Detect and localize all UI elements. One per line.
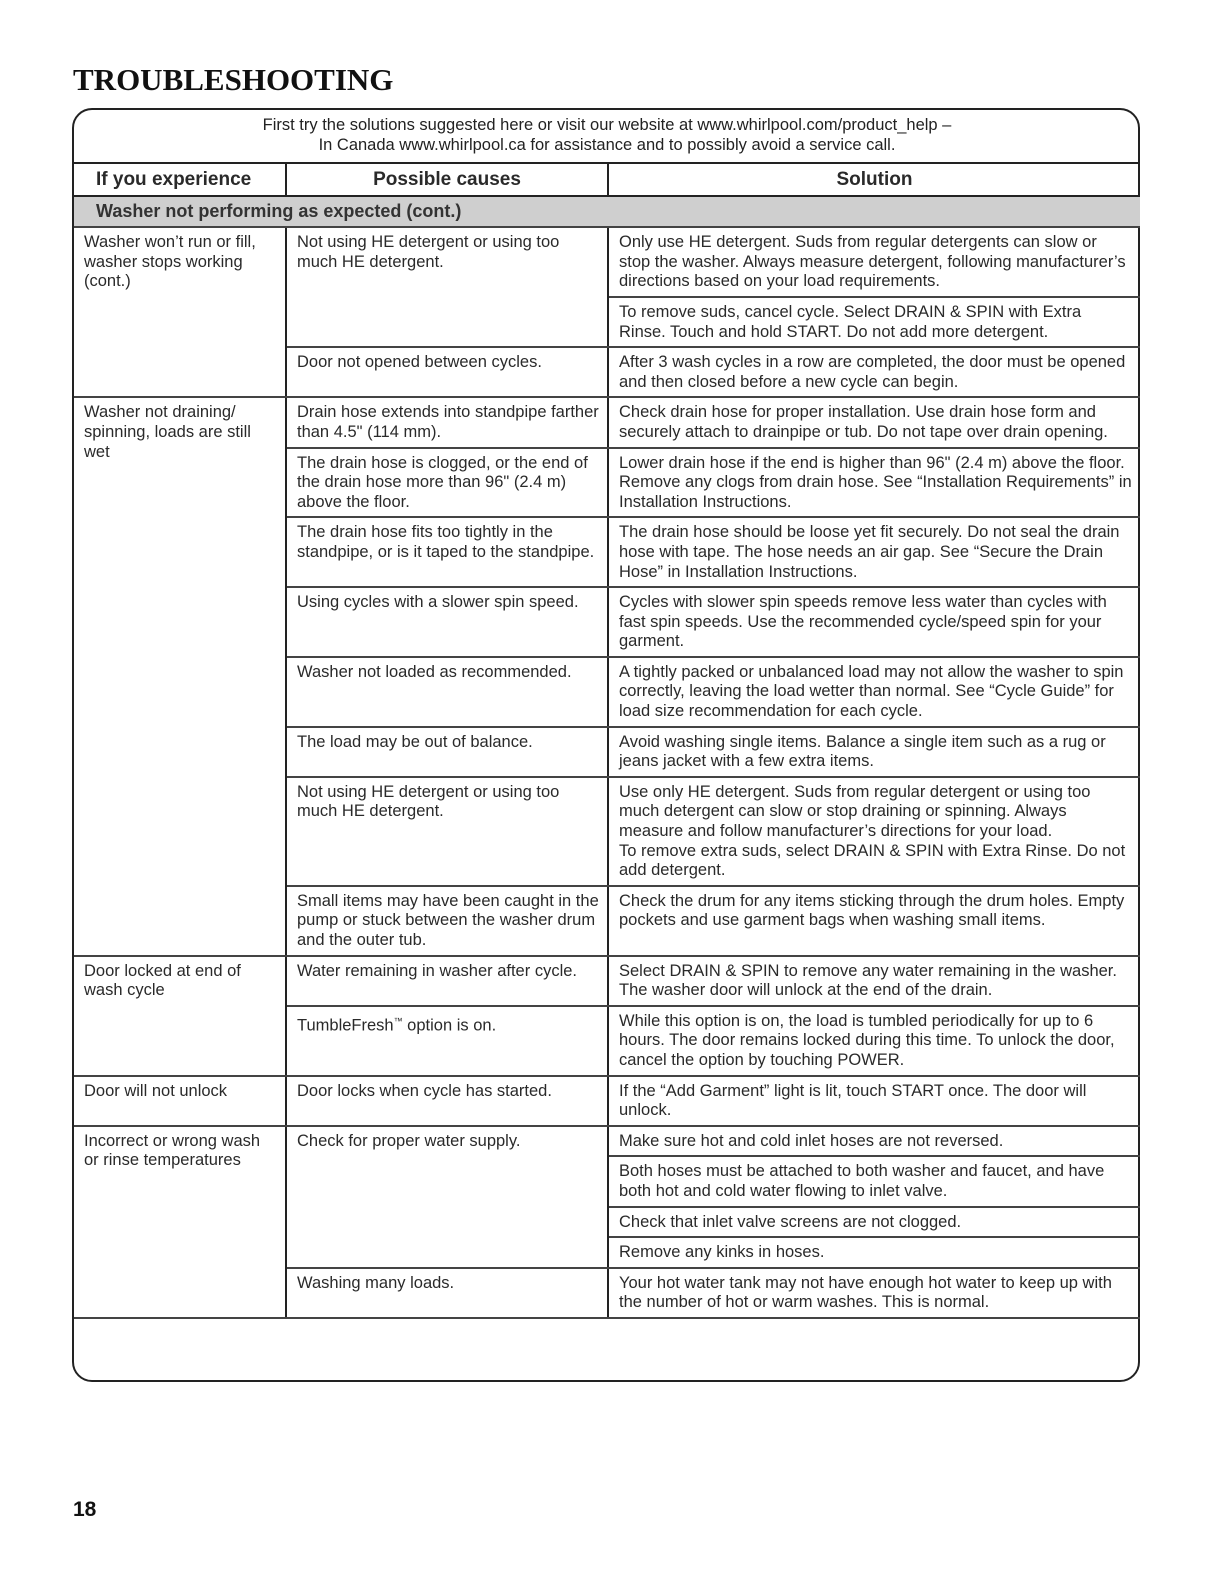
cause-cell: Not using HE detergent or using too much HE detergent. <box>286 777 608 886</box>
cause-cell: Not using HE detergent or using too much HE detergent. <box>286 227 608 347</box>
page-number: 18 <box>73 1498 97 1521</box>
section-label: Washer not performing as expected (cont.) <box>74 196 1140 228</box>
solution-cell: The drain hose should be loose yet fit securely. Do not seal the drain hose with tape. The hose needs an air gap. See “Secure the Drain Hose” in Installation Instructions. <box>608 517 1140 587</box>
tumblefresh-text: option is on. <box>402 1016 497 1035</box>
solution-cell: Cycles with slower spin speeds remove less water than cycles with fast spin speeds. Use the recommended cycle/speed spin for your garment. <box>608 587 1140 657</box>
solution-paragraph: To remove extra suds, select DRAIN & SPIN with Extra Rinse. Do not add detergent. <box>619 841 1126 880</box>
solution-cell <box>608 777 1140 886</box>
solution-paragraph: Use only HE detergent. Suds from regular detergent or using too much detergent can slow or stop draining or spinning. Always measure and follow manufacturer’s directions for your load. <box>619 782 1091 841</box>
intro-line: First try the solutions suggested here or visit our website at www.whirlpool.com/product_help – <box>262 116 952 134</box>
symptom-cell: Door locked at end of wash cycle <box>74 956 286 1076</box>
solution-cell: Both hoses must be attached to both washer and faucet, and have both hot and cold water flowing to inlet valve. <box>608 1156 1140 1206</box>
symptom-cell: Door will not unlock <box>74 1076 286 1126</box>
solution-cell: Check the drum for any items sticking through the drum holes. Empty pockets and use garment bags when washing small items. <box>608 886 1140 956</box>
solution-cell: Lower drain hose if the end is higher than 96" (2.4 m) above the floor. Remove any clogs from drain hose. See “Installation Requirements” in Installation Instructions. <box>608 448 1140 518</box>
solution-cell: Make sure hot and cold inlet hoses are not reversed. <box>608 1126 1140 1157</box>
cause-cell: Door locks when cycle has started. <box>286 1076 608 1126</box>
troubleshooting-table <box>74 162 1140 1319</box>
section-row <box>74 196 1140 228</box>
cause-cell: Washer not loaded as recommended. <box>286 657 608 727</box>
solution-cell: Avoid washing single items. Balance a single item such as a rug or jeans jacket with a few extra items. <box>608 727 1140 777</box>
solution-cell: After 3 wash cycles in a row are completed, the door must be opened and then closed before a new cycle can begin. <box>608 347 1140 397</box>
solution-cell: Select DRAIN & SPIN to remove any water remaining in the washer. The washer door will unlock at the end of the drain. <box>608 956 1140 1006</box>
cause-cell: Door not opened between cycles. <box>286 347 608 397</box>
solution-cell: Remove any kinks in hoses. <box>608 1237 1140 1268</box>
solution-cell: A tightly packed or unbalanced load may not allow the washer to spin correctly, leaving the load wetter than normal. See “Cycle Guide” for load size recommendation for each cycle. <box>608 657 1140 727</box>
table-row <box>74 1076 1140 1126</box>
header-row <box>74 163 1140 196</box>
header-solution: Solution <box>608 163 1140 196</box>
cause-cell: Small items may have been caught in the pump or stuck between the washer drum and the outer tub. <box>286 886 608 956</box>
cause-cell: Washing many loads. <box>286 1268 608 1318</box>
solution-cell: While this option is on, the load is tumbled periodically for up to 6 hours. The door remains locked during this time. To unlock the door, cancel the option by touching POWER. <box>608 1006 1140 1076</box>
table-row <box>74 397 1140 447</box>
header-symptom: If you experience <box>74 163 286 196</box>
symptom-cell: Washer won’t run or fill, washer stops working (cont.) <box>74 227 286 397</box>
solution-cell: Only use HE detergent. Suds from regular detergents can slow or stop the washer. Always measure detergent, following manufacturer’s directions based on your load requirements. <box>608 227 1140 297</box>
header-cause: Possible causes <box>286 163 608 196</box>
solution-cell: Your hot water tank may not have enough hot water to keep up with the number of hot or warm washes. This is normal. <box>608 1268 1140 1318</box>
solution-cell: Check drain hose for proper installation. Use drain hose form and securely attach to drainpipe or tub. Do not tape over drain opening. <box>608 397 1140 447</box>
table-row <box>74 227 1140 297</box>
table-row <box>74 956 1140 1006</box>
symptom-cell: Washer not draining/ spinning, loads are still wet <box>74 397 286 955</box>
cause-cell: Drain hose extends into standpipe farther than 4.5" (114 mm). <box>286 397 608 447</box>
cause-cell: Water remaining in washer after cycle. <box>286 956 608 1006</box>
cause-cell: The drain hose is clogged, or the end of the drain hose more than 96" (2.4 m) above the floor. <box>286 448 608 518</box>
tumblefresh-name: TumbleFresh <box>297 1016 394 1035</box>
cause-cell: The drain hose fits too tightly in the standpipe, or is it taped to the standpipe. <box>286 517 608 587</box>
page-title: TROUBLESHOOTING <box>73 62 394 97</box>
intro-line: In Canada www.whirlpool.ca for assistance and to possibly avoid a service call. <box>318 136 896 154</box>
cause-cell: The load may be out of balance. <box>286 727 608 777</box>
solution-cell: Check that inlet valve screens are not clogged. <box>608 1207 1140 1238</box>
solution-cell: To remove suds, cancel cycle. Select DRAIN & SPIN with Extra Rinse. Touch and hold START. Do not add more detergent. <box>608 297 1140 347</box>
cause-cell: Check for proper water supply. <box>286 1126 608 1268</box>
cause-cell: Using cycles with a slower spin speed. <box>286 587 608 657</box>
solution-cell: If the “Add Garment” light is lit, touch START once. The door will unlock. <box>608 1076 1140 1126</box>
intro-text <box>74 115 1140 155</box>
table-row <box>74 1126 1140 1157</box>
cause-cell <box>286 1006 608 1076</box>
symptom-cell: Incorrect or wrong wash or rinse temperatures <box>74 1126 286 1318</box>
trademark-symbol: ™ <box>393 1015 403 1026</box>
